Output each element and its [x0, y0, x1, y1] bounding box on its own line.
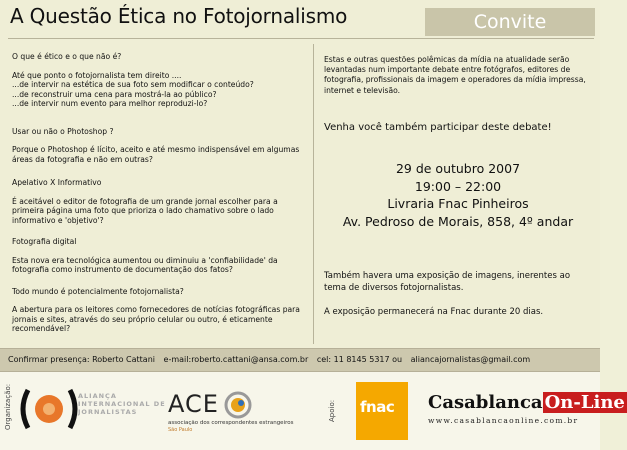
rsvp-line — [8, 355, 598, 364]
question-title: O que é ético e o que não é? — [12, 52, 122, 61]
fnac-logo — [356, 382, 408, 440]
question-line: ...de reconstruir uma cena para mostrá-la ao público? — [12, 89, 217, 99]
event-time: 19:00 – 22:00 — [414, 178, 502, 194]
question-title: Todo mundo é potencialmente fotojornalista? — [12, 286, 184, 296]
ace-logo — [168, 390, 318, 440]
alianca-line: INTERNACIONAL DE — [78, 400, 166, 408]
support-label-text: Apoio: — [328, 399, 336, 422]
alianca-wordmark — [78, 392, 166, 416]
organizers-label — [4, 380, 16, 440]
header-divider — [8, 38, 594, 39]
question-line: ...de intervir na estética de sua foto sem modificar o conteúdo? — [12, 80, 254, 89]
question-text: Esta nova era tecnológica aumentou ou diminuiu a 'confiabilidade' da fotografia como instrumento de documentação dos fatos? — [12, 255, 278, 274]
alianca-line: ALIANÇA — [78, 392, 117, 400]
rsvp-phone: cel: 11 8145 5317 ou — [316, 355, 403, 364]
call-to-action: Venha você também participar deste debate! — [324, 122, 552, 133]
question-body — [12, 71, 308, 109]
exhibition-text: Também havera uma exposição de imagens, inerentes ao tema de diversos fotojornalistas. — [324, 271, 571, 293]
event-date: 29 de outubro 2007 — [395, 161, 521, 176]
alianca-logo-icon — [18, 384, 80, 434]
casablanca-url[interactable]: www.casablancaonline.com.br — [428, 416, 579, 425]
ace-swirl-icon — [220, 390, 256, 420]
rsvp-email2-link[interactable]: aliancajornalistas@gmail.com — [410, 355, 531, 364]
intro-column — [324, 55, 592, 96]
casablanca-online-badge: On-Line — [544, 392, 625, 413]
alianca-line: JORNALISTAS — [78, 408, 138, 416]
question-text: A abertura para os leitores como fornecedores de notícias fotográficas para jornais e sites, através do seu próprio celular ou outro, é eticamente recomendável? — [12, 305, 300, 333]
event-details — [318, 160, 598, 230]
column-divider — [313, 44, 314, 344]
support-label — [328, 380, 340, 440]
rsvp-contact: Confirmar presença: Roberto Cattani — [8, 355, 155, 364]
question-title: Usar ou não o Photoshop ? — [12, 126, 114, 136]
ace-city: São Paulo — [168, 427, 193, 433]
question-title: Fotografia digital — [12, 237, 77, 246]
ace-wordmark: ACE — [168, 390, 219, 418]
questions-column — [12, 52, 308, 344]
event-address: Av. Pedroso de Morais, 858, 4º andar — [342, 213, 574, 229]
convite-badge: Convite — [425, 8, 595, 36]
organizers-label-text: Organização: — [4, 383, 12, 430]
exhibition-info — [324, 270, 594, 330]
question-line: ...de intervir num evento para melhor reproduzi-lo? — [12, 99, 208, 108]
intro-text: Estas e outras questões polêmicas da mídia na atualidade serão levantadas num importante debate entre fotógrafos, editores de fotografia, profissionais da imagem e operadores da mídia impressa, internet e televisão. — [324, 55, 586, 95]
exhibition-duration: A exposição permanecerá na Fnac durante 20 dias. — [324, 307, 544, 317]
question-text: É aceitável o editor de fotografia de um grande jornal escolher para a primeira página uma foto que prioriza o lado chamativo sobre o lado informativo e 'objetivo'? — [12, 196, 278, 225]
fnac-wordmark: fnac — [360, 398, 395, 416]
event-venue: Livraria Fnac Pinheiros — [387, 196, 529, 211]
casablanca-wordmark: Casablanca — [428, 392, 543, 413]
question-text: Porque o Photoshop é lícito, aceito e até mesmo indispensável em algumas áreas da fotografia e não em outras? — [12, 145, 300, 164]
question-intro: Até que ponto o fotojornalista tem direito .... — [12, 70, 182, 80]
rsvp-email-link[interactable]: e-mail:roberto.cattani@ansa.com.br — [163, 355, 309, 364]
casablanca-logo — [428, 392, 627, 425]
ace-subtitle: associação dos correspondentes estrangeiros — [168, 420, 294, 426]
question-title: Apelativo X Informativo — [12, 178, 102, 187]
page-title: A Questão Ética no Fotojornalismo — [10, 4, 348, 28]
